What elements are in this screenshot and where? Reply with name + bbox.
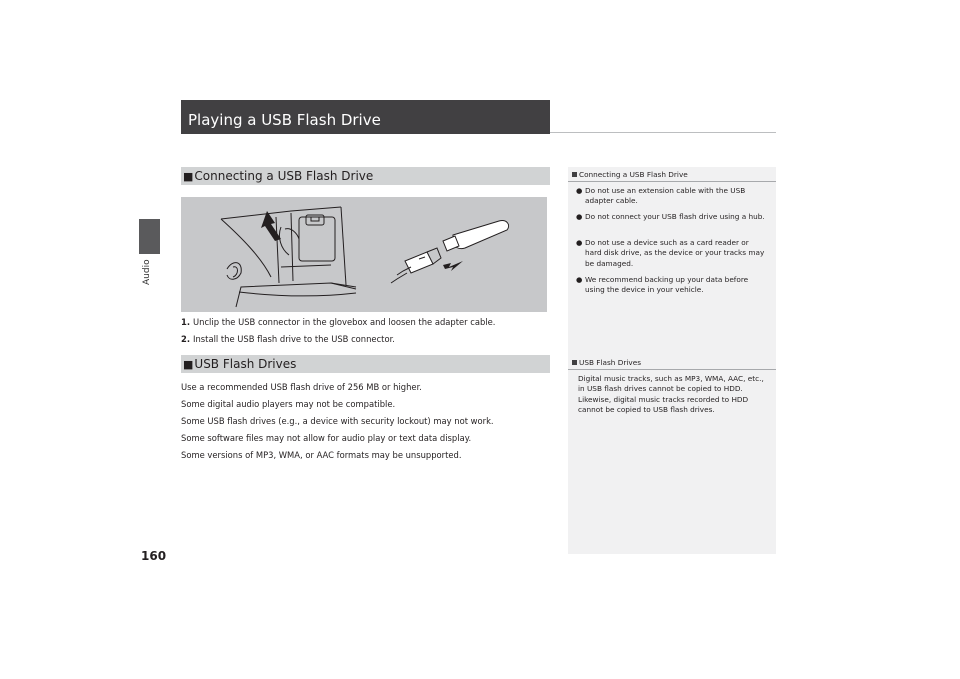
step-text: Unclip the USB connector in the glovebox and loosen the adapter cable. bbox=[193, 317, 496, 327]
note-title: USB Flash Drives bbox=[579, 358, 641, 367]
note-rule bbox=[568, 181, 776, 182]
note-marker-icon bbox=[572, 360, 577, 365]
bullet-dot: ● bbox=[576, 275, 583, 284]
bullet-text: Do not connect your USB flash drive using a hub. bbox=[585, 212, 765, 221]
paragraph: Some versions of MP3, WMA, or AAC formats may be unsupported. bbox=[181, 450, 462, 460]
note-bullet bbox=[576, 275, 766, 296]
bullet-text: We recommend backing up your data before using the device in your vehicle. bbox=[585, 275, 749, 295]
bullet-dot: ● bbox=[576, 212, 583, 221]
note-bullet bbox=[576, 212, 766, 222]
note-bullet bbox=[576, 186, 766, 207]
section-marker: ■ bbox=[183, 170, 194, 183]
bullet-text: Do not use a device such as a card reader or hard disk drive, as the device or your tracks may be damaged. bbox=[585, 238, 765, 268]
bullet-dot: ● bbox=[576, 238, 583, 247]
step-2 bbox=[181, 333, 395, 345]
paragraph: Some digital audio players may not be compatible. bbox=[181, 399, 396, 409]
note-body: Digital music tracks, such as MP3, WMA, AAC, etc., in USB flash drives cannot be copied to HDD. Likewise, digital music tracks recorded to HDD cannot be copied to USB flash drives. bbox=[578, 374, 764, 414]
paragraph: Some software files may not allow for audio play or text data display. bbox=[181, 433, 472, 443]
note-heading-usb-flash-drives bbox=[572, 358, 641, 368]
bullet-dot: ● bbox=[576, 186, 583, 195]
step-number: 1. bbox=[181, 317, 191, 327]
paragraph: Some USB flash drives (e.g., a device with security lockout) may not work. bbox=[181, 416, 494, 426]
note-title: Connecting a USB Flash Drive bbox=[579, 170, 688, 179]
section-heading-usb-flash-drives bbox=[181, 355, 550, 373]
bullet-text: Do not use an extension cable with the USB adapter cable. bbox=[585, 186, 746, 206]
section-heading-connecting bbox=[181, 167, 550, 185]
page-number: 160 bbox=[141, 549, 167, 563]
note-bullet bbox=[576, 238, 766, 269]
title-rule bbox=[550, 132, 776, 133]
page-title: Playing a USB Flash Drive bbox=[181, 100, 550, 134]
note-marker-icon bbox=[572, 172, 577, 177]
section-heading-text: USB Flash Drives bbox=[194, 357, 297, 371]
section-heading-text: Connecting a USB Flash Drive bbox=[194, 169, 374, 183]
step-number: 2. bbox=[181, 334, 191, 344]
note-rule bbox=[568, 369, 776, 370]
section-marker: ■ bbox=[183, 358, 194, 371]
step-text: Install the USB flash drive to the USB connector. bbox=[193, 334, 395, 344]
usb-connection-illustration bbox=[181, 197, 547, 312]
chapter-label: Audio bbox=[142, 259, 152, 285]
note-heading-connecting bbox=[572, 170, 688, 180]
step-1 bbox=[181, 316, 495, 328]
paragraph: Use a recommended USB flash drive of 256 MB or higher. bbox=[181, 382, 422, 392]
